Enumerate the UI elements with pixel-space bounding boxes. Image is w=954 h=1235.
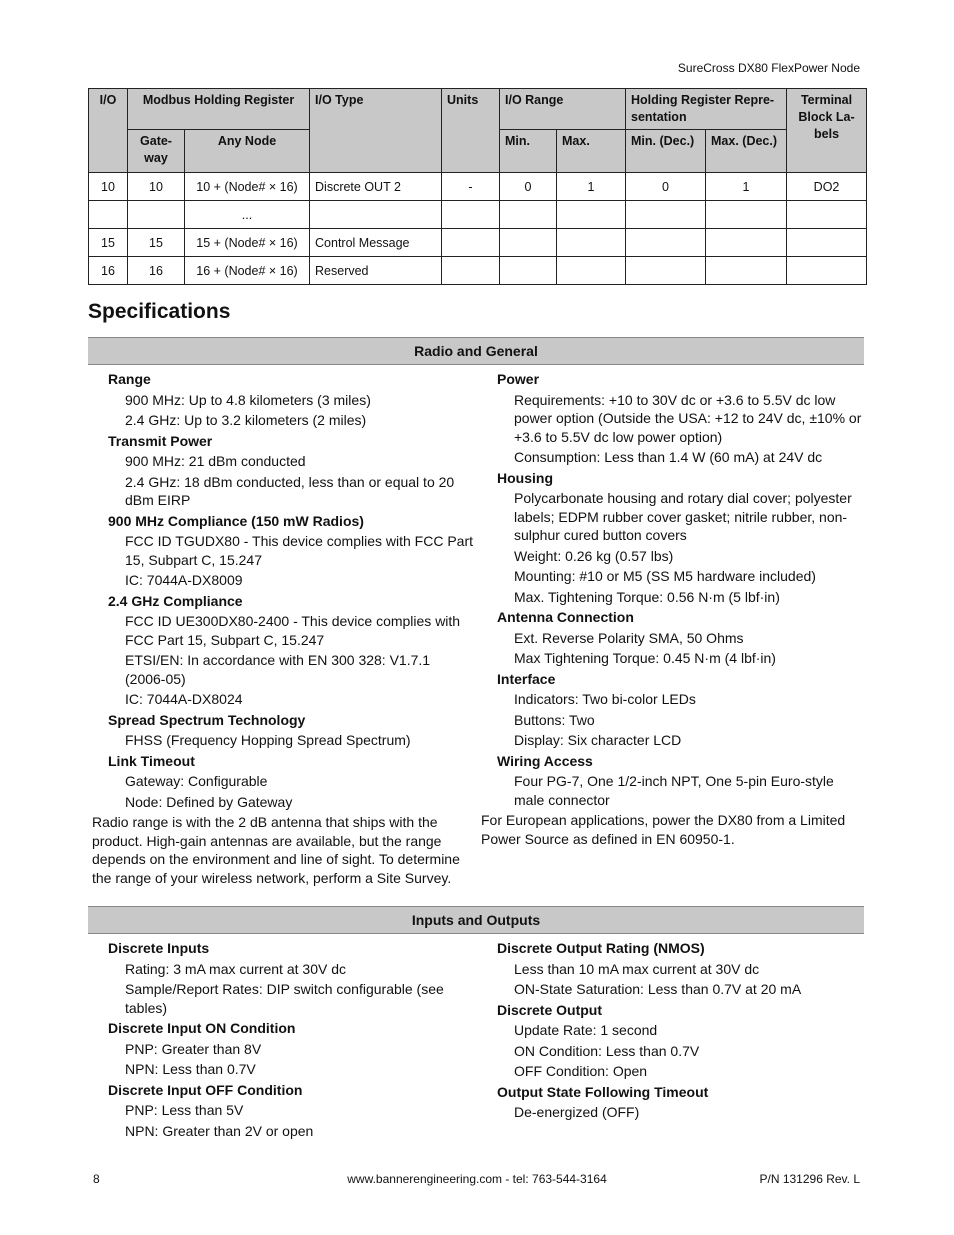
spec-value: Less than 10 mA max current at 30V dc — [514, 960, 760, 977]
spec-note: For European applications, power the DX80 from a Limited Power Source as defined in EN 60950-1. — [481, 812, 846, 847]
spec-label: Discrete Output Rating (NMOS) — [497, 940, 705, 956]
table-cell — [442, 229, 500, 257]
th-gateway: Gate- way — [128, 130, 185, 173]
spec-label: Link Timeout — [108, 752, 195, 769]
io-left-column — [88, 939, 473, 1142]
spec-value: PNP: Greater than 8V — [125, 1040, 262, 1057]
table-cell — [310, 201, 442, 229]
spec-label: Discrete Input ON Condition — [108, 1020, 296, 1036]
table-cell: 10 — [128, 173, 185, 201]
footer-contact: www.bannerengineering.com - tel: 763-544-3164 — [347, 1172, 607, 1186]
spec-value: Polycarbonate housing and rotary dial cover; polyester labels; EDPM rubber cover gasket; nitrile rubber, non-sulphur cured button covers — [514, 490, 852, 543]
table-cell: Discrete OUT 2 — [310, 173, 442, 201]
header-product-name: SureCross DX80 FlexPower Node — [677, 61, 860, 75]
th-io-range: I/O Range — [500, 89, 626, 130]
table-cell — [787, 201, 867, 229]
spec-value: Ext. Reverse Polarity SMA, 50 Ohms — [514, 629, 744, 646]
table-cell: 16 + (Node# × 16) — [185, 257, 310, 285]
spec-value: Indicators: Two bi-color LEDs — [514, 691, 696, 707]
spec-label: Power — [497, 371, 540, 387]
spec-value: Buttons: Two — [514, 711, 595, 728]
th-terminal: Terminal Block La- bels — [787, 89, 867, 173]
spec-value: Max Tightening Torque: 0.45 N·m (4 lbf·in) — [514, 650, 776, 666]
spec-value: IC: 7044A-DX8009 — [125, 572, 243, 588]
specifications-title: Specifications — [88, 300, 231, 323]
th-min-dec: Min. (Dec.) — [626, 130, 706, 173]
table-cell — [557, 257, 626, 285]
table-cell: 16 — [128, 257, 185, 285]
spec-value: 900 MHz: 21 dBm conducted — [125, 453, 306, 469]
spec-value: NPN: Greater than 2V or open — [125, 1122, 314, 1139]
spec-label: Wiring Access — [497, 752, 593, 769]
spec-value: Node: Defined by Gateway — [125, 793, 293, 810]
table-cell — [500, 229, 557, 257]
table-cell — [787, 229, 867, 257]
th-max-dec: Max. (Dec.) — [706, 130, 787, 173]
spec-value: Max. Tightening Torque: 0.56 N·m (5 lbf·in) — [514, 588, 780, 605]
spec-label: Discrete Input OFF Condition — [108, 1081, 303, 1098]
table-cell — [557, 201, 626, 229]
spec-value: Consumption: Less than 1.4 W (60 mA) at 24V dc — [514, 449, 823, 465]
table-row — [89, 257, 867, 285]
th-io-type: I/O Type — [310, 89, 442, 173]
table-cell — [500, 257, 557, 285]
table-cell — [626, 201, 706, 229]
table-cell: 1 — [557, 173, 626, 201]
spec-value: Update Rate: 1 second — [514, 1022, 658, 1038]
table-row — [89, 173, 867, 201]
spec-value: Four PG-7, One 1/2-inch NPT, One 5-pin Euro-style male connector — [514, 773, 834, 808]
page-number: 8 — [93, 1172, 100, 1186]
spec-value: Display: Six character LCD — [514, 732, 682, 748]
spec-value: FCC ID TGUDX80 - This device complies with FCC Part 15, Subpart C, 15.247 — [125, 533, 474, 568]
table-cell: 1 — [706, 173, 787, 201]
spec-value: IC: 7044A-DX8024 — [125, 691, 243, 707]
table-cell: 16 — [89, 257, 128, 285]
spec-note: Radio range is with the 2 dB antenna that ships with the product. High-gain antennas are available, but the range depends on the environment and line of sight. To determine the range of your wireless network, perform a Site Survey. — [92, 814, 460, 886]
th-max: Max. — [557, 130, 626, 173]
table-cell — [442, 201, 500, 229]
spec-value: PNP: Less than 5V — [125, 1102, 244, 1118]
table-cell — [706, 229, 787, 257]
radio-general-heading: Radio and General — [88, 337, 864, 365]
spec-value: Sample/Report Rates: DIP switch configurable (see tables) — [125, 981, 444, 1016]
spec-value: Requirements: +10 to 30V dc or +3.6 to 5.5V dc low power option (Outside the USA: +12 to 24V dc, ±10% or +3.6 to 5.5V dc low power option) — [514, 391, 862, 445]
spec-value: FCC ID UE300DX80-2400 - This device complies with FCC Part 15, Subpart C, 15.247 — [125, 613, 461, 648]
table-cell: 10 + (Node# × 16) — [185, 173, 310, 201]
th-io: I/O — [89, 89, 128, 173]
table-cell — [706, 257, 787, 285]
spec-label: 900 MHz Compliance (150 mW Radios) — [108, 512, 364, 529]
spec-label: Transmit Power — [108, 432, 213, 449]
table-cell — [557, 229, 626, 257]
spec-label: 2.4 GHz Compliance — [108, 592, 243, 609]
spec-label: Interface — [497, 670, 556, 687]
table-row — [89, 201, 867, 229]
radio-left-column — [88, 370, 473, 887]
table-cell: Control Message — [310, 229, 442, 257]
spec-label: Discrete Output — [497, 1001, 603, 1018]
table-cell — [442, 257, 500, 285]
table-row — [89, 229, 867, 257]
table-cell — [706, 201, 787, 229]
spec-label: Discrete Inputs — [108, 940, 210, 956]
table-cell: DO2 — [787, 173, 867, 201]
spec-value: FHSS (Frequency Hopping Spread Spectrum) — [125, 732, 411, 748]
spec-value: Mounting: #10 or M5 (SS M5 hardware included) — [514, 568, 816, 584]
table-cell — [89, 201, 128, 229]
spec-value: Gateway: Configurable — [125, 773, 268, 789]
table-cell — [626, 229, 706, 257]
spec-label: Spread Spectrum Technology — [108, 711, 306, 728]
th-units: Units — [442, 89, 500, 173]
table-cell — [500, 201, 557, 229]
table-cell — [128, 201, 185, 229]
table-cell: 0 — [500, 173, 557, 201]
inputs-outputs-heading: Inputs and Outputs — [88, 906, 864, 934]
spec-label: Range — [108, 371, 151, 387]
th-min: Min. — [500, 130, 557, 173]
spec-value: De-energized (OFF) — [514, 1104, 640, 1120]
table-cell: Reserved — [310, 257, 442, 285]
th-any-node: Any Node — [185, 130, 310, 173]
radio-right-column — [477, 370, 866, 848]
spec-value: Rating: 3 mA max current at 30V dc — [125, 960, 346, 977]
spec-value: Weight: 0.26 kg (0.57 lbs) — [514, 547, 674, 564]
table-cell: 15 — [128, 229, 185, 257]
table-cell: 15 + (Node# × 16) — [185, 229, 310, 257]
table-cell: 0 — [626, 173, 706, 201]
spec-value: ON Condition: Less than 0.7V — [514, 1042, 700, 1059]
spec-label: Output State Following Timeout — [497, 1083, 709, 1100]
table-cell — [787, 257, 867, 285]
spec-label: Antenna Connection — [497, 609, 634, 625]
io-register-table — [88, 88, 867, 285]
spec-value: 2.4 GHz: Up to 3.2 kilometers (2 miles) — [125, 412, 367, 428]
io-right-column — [477, 939, 866, 1124]
spec-value: ON-State Saturation: Less than 0.7V at 20 mA — [514, 981, 802, 997]
spec-value: 900 MHz: Up to 4.8 kilometers (3 miles) — [125, 391, 371, 408]
table-cell: ... — [185, 201, 310, 229]
th-holding: Holding Register Repre- sentation — [626, 89, 787, 130]
footer-part-number: P/N 131296 Rev. L — [759, 1172, 860, 1186]
spec-value: ETSI/EN: In accordance with EN 300 328: V1.7.1 (2006-05) — [125, 652, 431, 687]
table-cell: 10 — [89, 173, 128, 201]
spec-value: NPN: Less than 0.7V — [125, 1061, 256, 1077]
th-modbus: Modbus Holding Register — [128, 89, 310, 130]
spec-label: Housing — [497, 469, 553, 486]
table-cell: 15 — [89, 229, 128, 257]
table-cell — [626, 257, 706, 285]
spec-value: OFF Condition: Open — [514, 1063, 648, 1079]
spec-value: 2.4 GHz: 18 dBm conducted, less than or equal to 20 dBm EIRP — [125, 473, 455, 508]
table-cell: - — [442, 173, 500, 201]
